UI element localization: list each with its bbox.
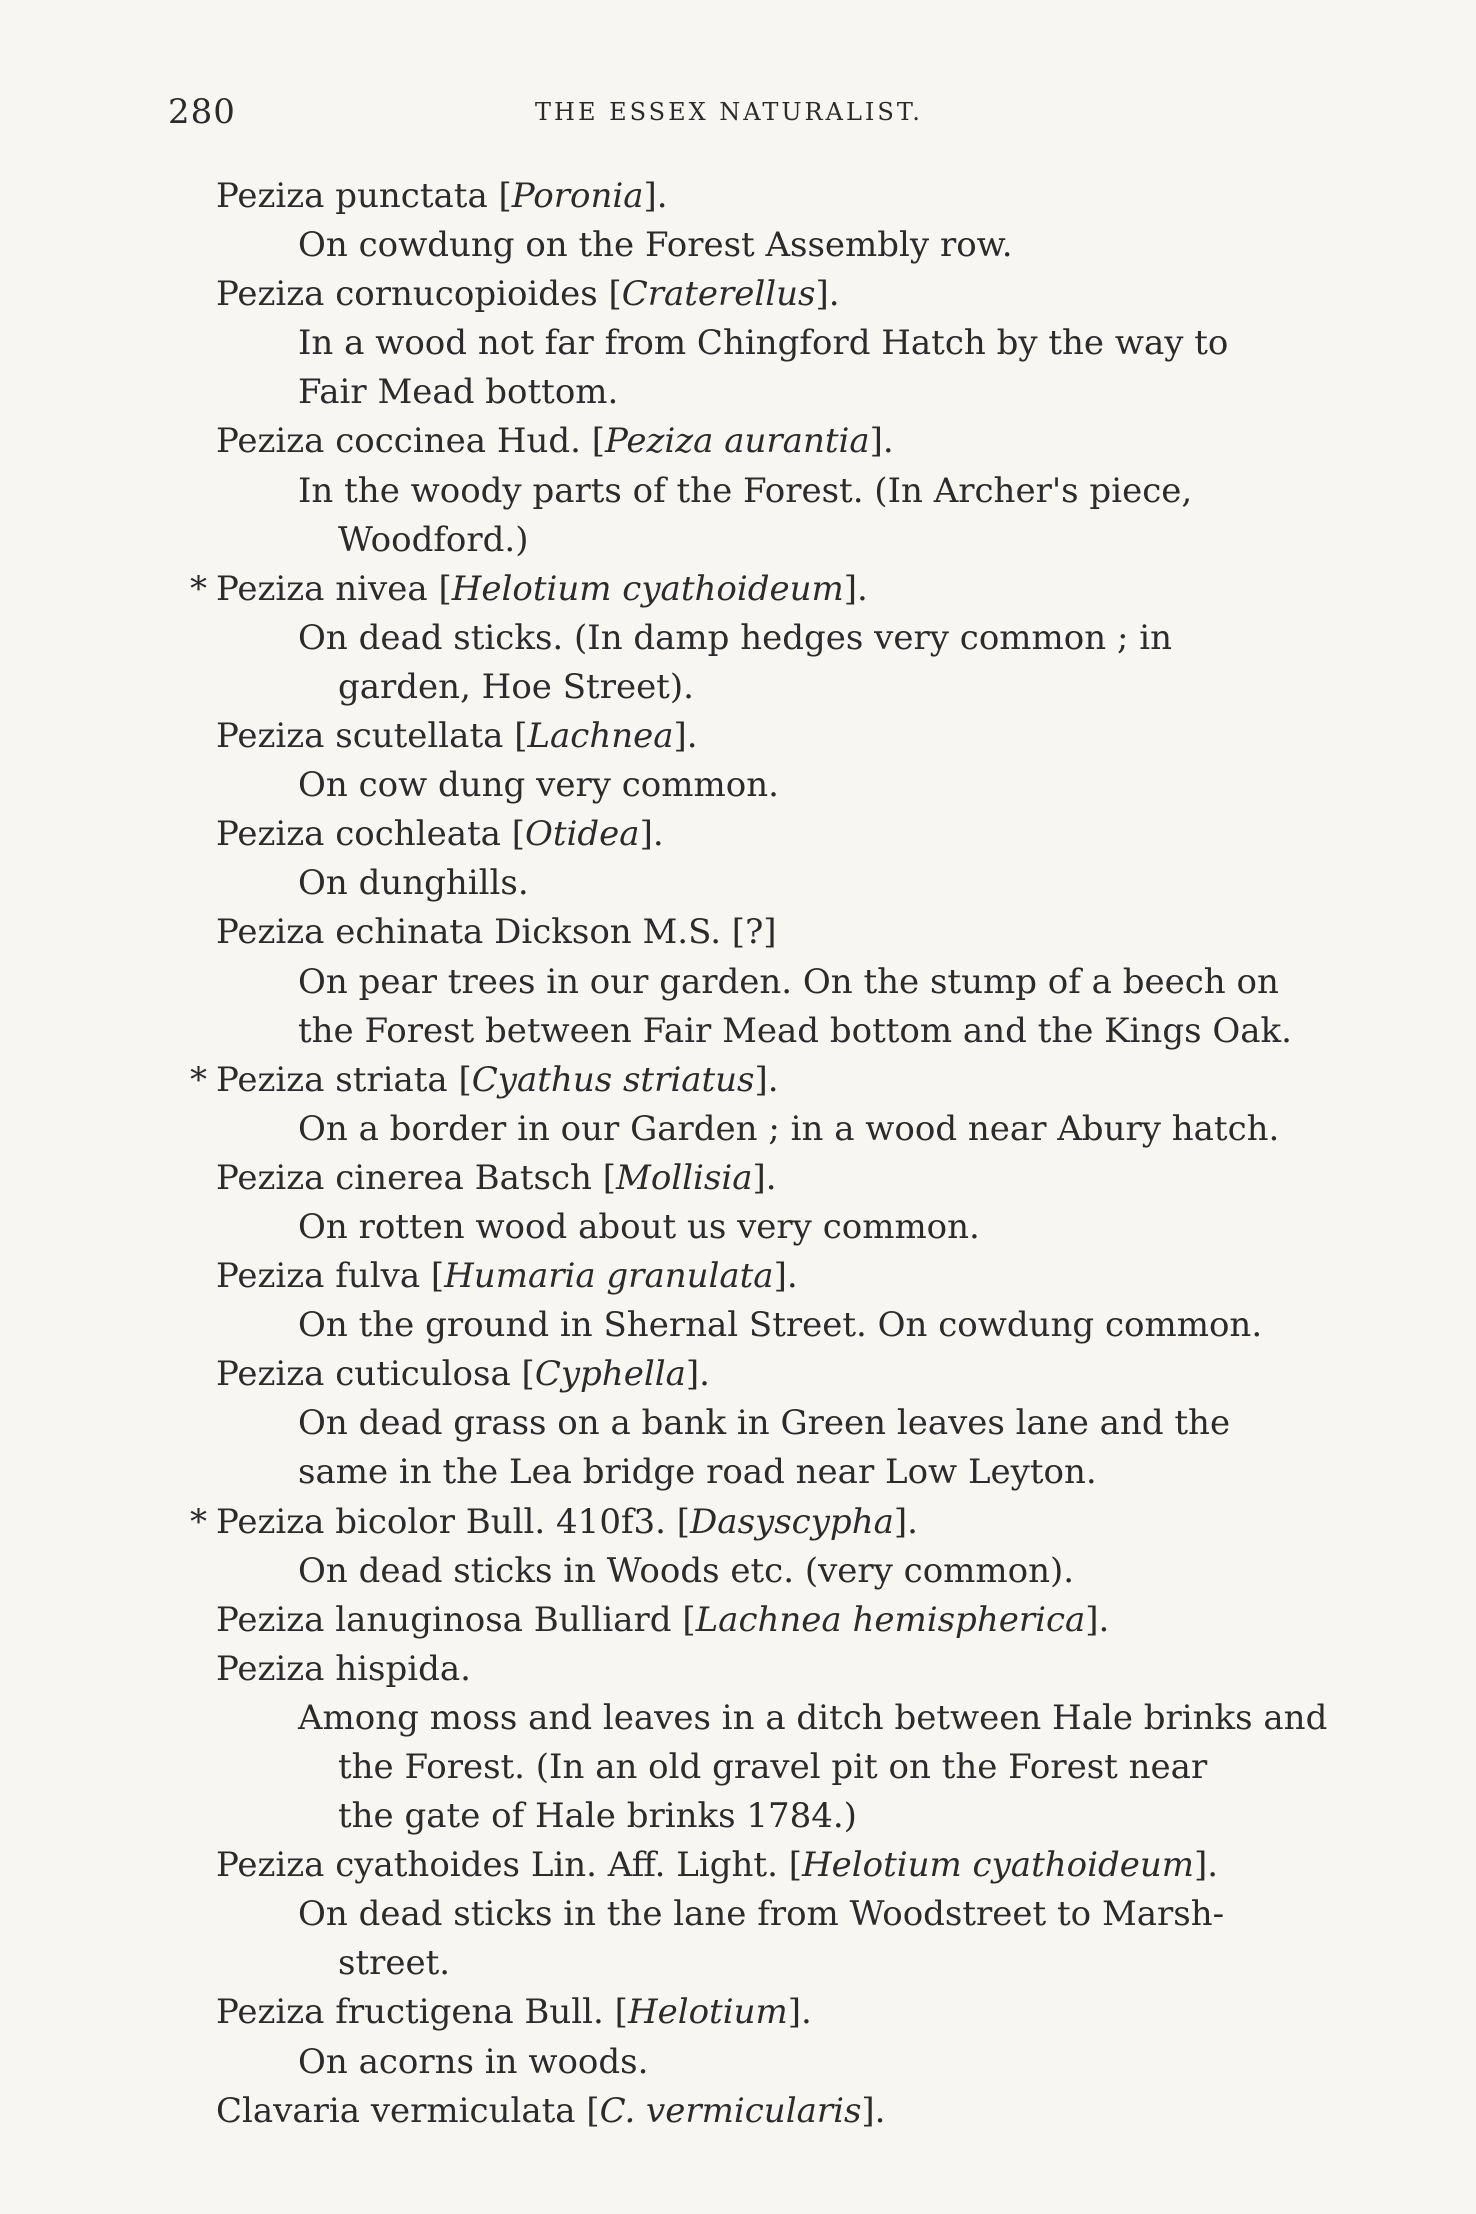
species-entry: * Peziza striata [Cyathus striatus]. <box>190 1056 1476 1105</box>
star-marker: * <box>190 1501 207 1542</box>
locality-text: On dead grass on a bank in Green leaves lane and the <box>298 1403 1231 1444</box>
locality-text: Woodford.) <box>338 519 529 560</box>
species-entry: Peziza cuticulosa [Cyphella]. <box>216 1354 710 1395</box>
species-name: Peziza punctata <box>216 176 499 216</box>
modern-name: Humaria granulata <box>444 1256 774 1297</box>
species-list <box>190 172 1476 2136</box>
modern-name: C. vermicularis <box>599 2090 862 2131</box>
modern-name: Lachnea <box>527 716 674 757</box>
modern-name: Otidea <box>524 814 640 855</box>
species-name: Peziza fructigena Bull. <box>216 1992 615 2033</box>
species-name: Peziza striata <box>216 1059 459 1100</box>
species-name: Peziza cyathoides Lin. Aff. Light. <box>216 1845 789 1886</box>
locality-text: On dead sticks in the lane from Woodstreet to Marsh- <box>298 1894 1225 1935</box>
locality-text: On a border in our Garden ; in a wood near Abury hatch. <box>298 1108 1280 1149</box>
species-name: Peziza echinata Dickson M.S. [?] <box>216 912 777 953</box>
species-entry: Peziza fulva [Humaria granulata]. <box>216 1256 798 1297</box>
modern-name: Poronia <box>511 176 644 216</box>
species-name: Peziza cornucopioides <box>216 274 609 315</box>
species-name: Peziza cuticulosa <box>216 1354 522 1395</box>
species-entry: Peziza lanuginosa Bulliard [Lachnea hemispherica]. <box>216 1599 1110 1640</box>
species-name: Clavaria vermiculata <box>216 2090 587 2131</box>
locality-text: the Forest. (In an old gravel pit on the Forest near <box>338 1747 1208 1787</box>
species-name: Peziza hispida. <box>216 1648 471 1689</box>
species-entry: Peziza coccinea Hud. [Peziza aurantia]. <box>216 421 894 462</box>
running-head: THE ESSEX NATURALIST. <box>535 98 923 126</box>
locality-text: same in the Lea bridge road near Low Leyton. <box>298 1452 1097 1493</box>
species-entry: * Peziza nivea [Helotium cyathoideum]. <box>190 565 1476 614</box>
locality-text: street. <box>338 1943 451 1984</box>
species-entry: Peziza scutellata [Lachnea]. <box>216 716 698 757</box>
modern-name: Cyphella <box>534 1354 686 1395</box>
species-entry: Peziza cinerea Batsch [Mollisia]. <box>216 1157 777 1198</box>
species-entry: * Peziza bicolor Bull. 410f3. [Dasyscypha]. <box>190 1498 1476 1547</box>
star-marker: * <box>190 1059 207 1100</box>
species-name: Peziza fulva <box>216 1256 431 1297</box>
species-name: Peziza nivea <box>216 568 439 609</box>
locality-text: On dunghills. <box>298 863 529 904</box>
species-entry: Peziza cornucopioides [Craterellus]. <box>216 274 840 315</box>
species-name: Peziza scutellata <box>216 716 515 757</box>
locality-text: Fair Mead bottom. <box>298 372 619 413</box>
species-name: Peziza cochleata <box>216 814 512 855</box>
modern-name: Dasyscypha <box>690 1501 894 1542</box>
locality-text: On cow dung very common. <box>298 765 779 806</box>
locality-text: the Forest between Fair Mead bottom and the Kings Oak. <box>298 1010 1292 1051</box>
modern-name: Craterellus <box>621 274 816 315</box>
locality-text: On rotten wood about us very common. <box>298 1206 980 1247</box>
modern-name: Cyathus striatus <box>471 1059 755 1100</box>
star-marker: * <box>190 568 207 609</box>
page-header <box>168 92 1476 132</box>
modern-name: Helotium <box>627 1992 788 2033</box>
modern-name: Peziza aurantia <box>605 421 870 462</box>
locality-text: garden, Hoe Street). <box>338 666 694 707</box>
species-entry <box>190 908 1476 957</box>
locality-text: In the woody parts of the Forest. (In Archer's piece, <box>298 470 1193 511</box>
species-name: Peziza coccinea Hud. <box>216 421 592 462</box>
locality-text: On dead sticks in Woods etc. (very common). <box>298 1550 1075 1591</box>
species-entry: Peziza cochleata [Otidea]. <box>216 814 664 855</box>
locality-text: In a wood not far from Chingford Hatch by the way to <box>298 323 1229 364</box>
species-name: Peziza cinerea Batsch <box>216 1157 603 1198</box>
species-entry: Peziza fructigena Bull. [Helotium]. <box>216 1992 812 2033</box>
species-entry: Peziza cyathoides Lin. Aff. Light. [Helotium cyathoideum]. <box>216 1845 1219 1886</box>
locality-text: the gate of Hale brinks 1784.) <box>338 1796 857 1837</box>
locality-text: On acorns in woods. <box>298 2041 649 2082</box>
locality-text: On cowdung on the Forest Assembly row. <box>298 225 1013 266</box>
modern-name: Helotium cyathoideum <box>801 1845 1194 1886</box>
species-entry: Peziza punctata [Poronia]. <box>216 176 668 216</box>
locality-text: On dead sticks. (In damp hedges very common ; in <box>298 617 1172 658</box>
species-entry: Clavaria vermiculata [C. vermicularis]. <box>216 2090 886 2131</box>
species-name: Peziza lanuginosa Bulliard <box>216 1599 683 1640</box>
modern-name: Helotium cyathoideum <box>451 568 844 609</box>
locality-text: On pear trees in our garden. On the stump of a beech on <box>298 961 1279 1002</box>
modern-name: Mollisia <box>616 1157 753 1198</box>
species-name: Peziza bicolor Bull. 410f3. <box>216 1501 677 1542</box>
modern-name: Lachnea hemispherica <box>695 1599 1086 1640</box>
locality-text: On the ground in Shernal Street. On cowdung common. <box>298 1305 1263 1346</box>
page-number: 280 <box>168 92 236 132</box>
locality-text: Among moss and leaves in a ditch between Hale brinks and <box>298 1697 1328 1738</box>
species-entry <box>190 1645 1476 1694</box>
